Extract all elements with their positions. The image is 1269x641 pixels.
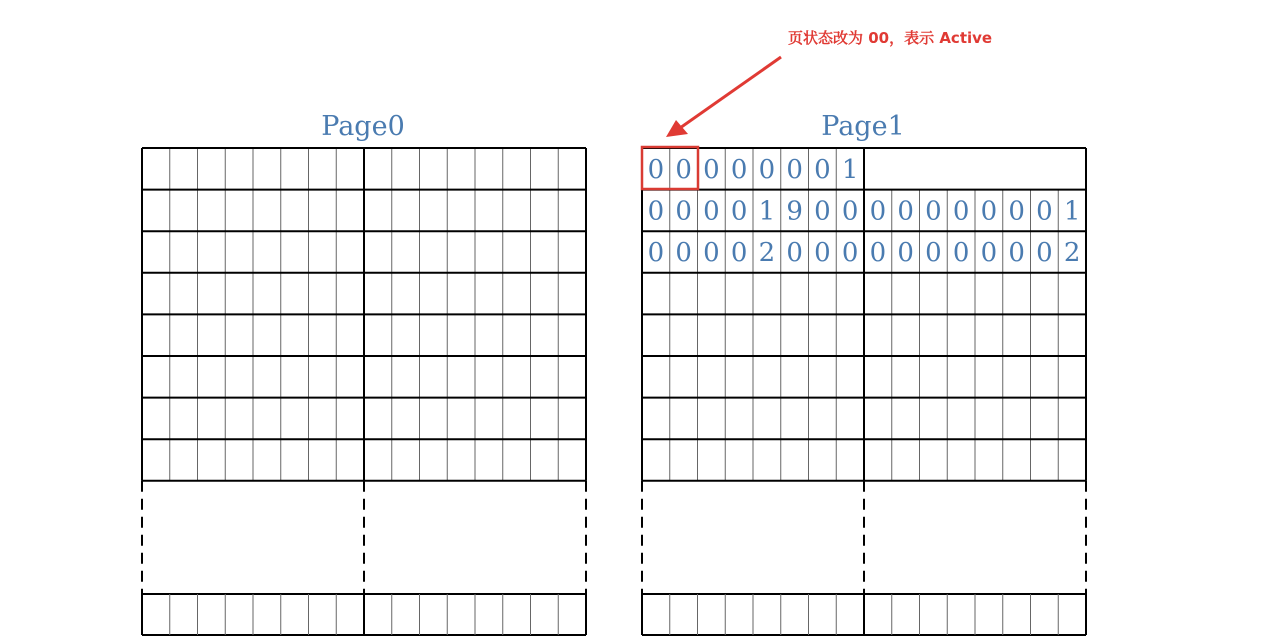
cell-digit: 1	[758, 196, 776, 227]
annotation-arrow	[666, 57, 781, 137]
page1-title: Page1	[821, 111, 905, 142]
page1-grid	[642, 148, 1086, 635]
cell-digit: 0	[980, 238, 998, 268]
cell-digit: 0	[841, 196, 859, 227]
cell-digit: 0	[925, 238, 942, 268]
cell-digit: 0	[647, 196, 665, 227]
cell-digit: 0	[1008, 196, 1025, 227]
cell-digit: 0	[814, 154, 831, 185]
page0-grid	[142, 148, 586, 635]
cell-digit: 0	[758, 154, 776, 185]
cell-digit: 0	[703, 154, 720, 185]
cell-digit: 0	[925, 196, 942, 227]
cell-digit: 2	[1063, 238, 1081, 268]
cell-digit: 0	[786, 238, 803, 268]
cell-digit: 0	[814, 238, 831, 268]
cell-digit: 0	[675, 238, 692, 268]
cell-digit: 0	[730, 154, 748, 185]
cell-digit: 1	[1063, 196, 1081, 227]
cell-digit: 0	[952, 238, 970, 268]
cell-digit: 0	[1008, 238, 1025, 268]
cell-digit: 0	[841, 238, 859, 268]
cell-digit: 0	[952, 196, 970, 227]
cell-digit: 0	[703, 238, 720, 268]
page0-title: Page0	[321, 111, 405, 142]
annotation-text: 页状态改为 00，表示 Active	[788, 29, 993, 47]
arrow-line	[680, 57, 781, 128]
cell-digit: 0	[814, 196, 831, 227]
cell-digit: 0	[647, 238, 665, 268]
cell-digit: 0	[869, 238, 887, 268]
cell-digit: 0	[897, 238, 914, 268]
cell-digit: 0	[730, 196, 748, 227]
cell-digit: 0	[869, 196, 887, 227]
cell-digit: 0	[647, 154, 665, 185]
cell-digit: 0	[730, 238, 748, 268]
cell-digit: 0	[786, 154, 803, 185]
cell-digit: 1	[841, 154, 859, 185]
cell-digit: 0	[675, 154, 692, 185]
cell-digit: 0	[897, 196, 914, 227]
cell-digit: 0	[675, 196, 692, 227]
cell-digit: 0	[1036, 196, 1053, 227]
cell-digit: 9	[786, 196, 803, 227]
cell-digit: 0	[980, 196, 998, 227]
cell-digit: 0	[703, 196, 720, 227]
cell-digit: 2	[758, 238, 776, 268]
arrow-head-icon	[666, 120, 688, 137]
cell-digit: 0	[1036, 238, 1053, 268]
